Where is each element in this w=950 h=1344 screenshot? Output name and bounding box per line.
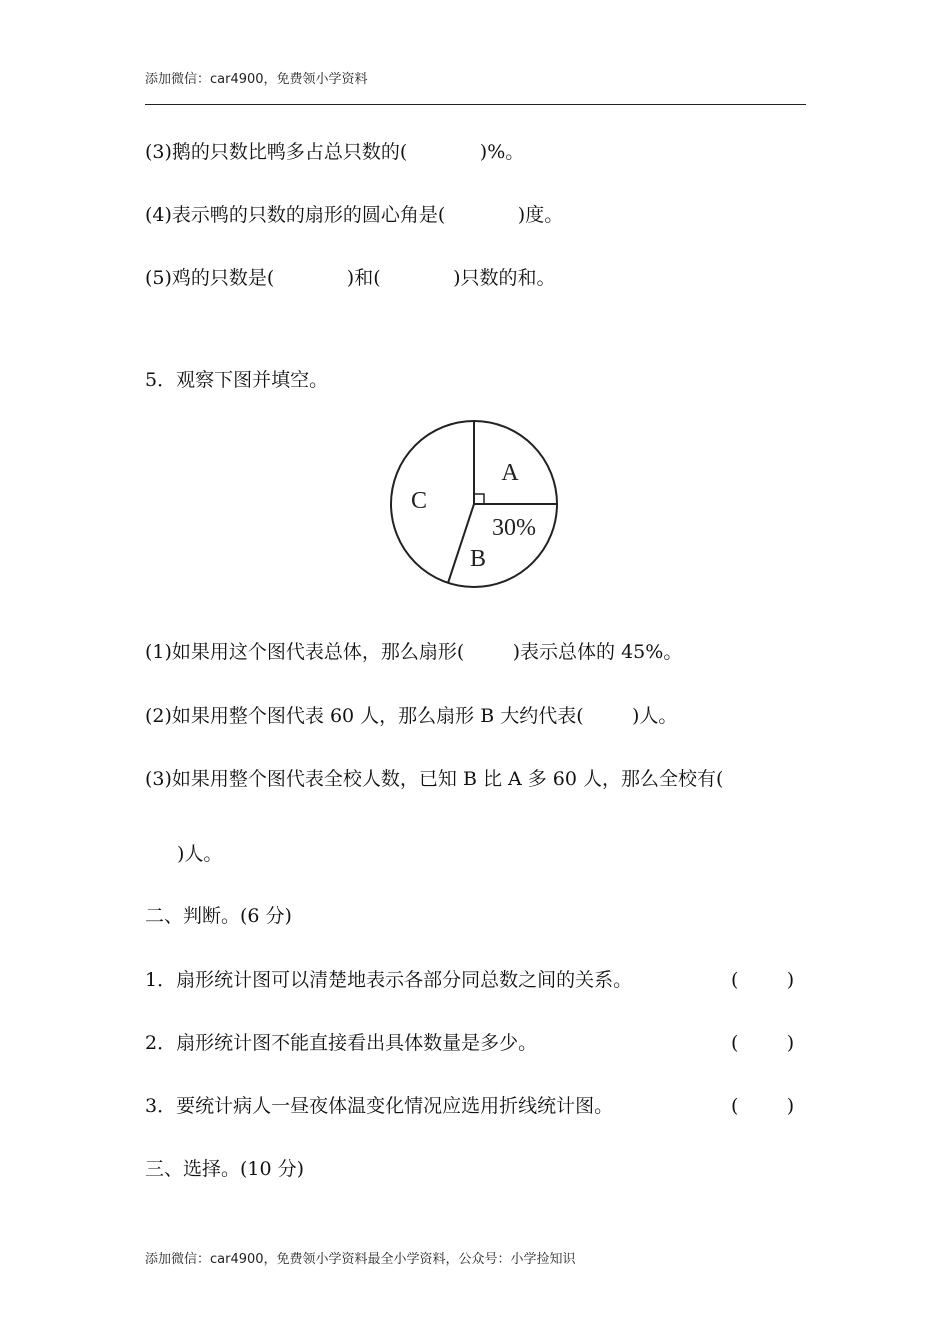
- q5-item-1: (1)如果用这个图代表总体，那么扇形( )表示总体的 45%。: [145, 641, 683, 663]
- section-3-title: 三、选择。(10 分): [145, 1158, 305, 1180]
- judgment-item-2: 2．扇形统计图不能直接看出具体数量是多少。: [145, 1032, 538, 1054]
- judgment-answer-2[interactable]: ( ): [731, 1032, 795, 1054]
- q5-title: 5．观察下图并填空。: [145, 369, 329, 391]
- q5-item-3-continuation: )人。: [177, 843, 223, 865]
- judgment-answer-3[interactable]: ( ): [731, 1095, 795, 1117]
- header-divider: [145, 104, 806, 105]
- judgment-item-1: 1．扇形统计图可以清楚地表示各部分同总数之间的关系。: [145, 969, 633, 991]
- q4-item-5: (5)鸡的只数是( )和( )只数的和。: [145, 267, 556, 289]
- pie-chart: [385, 420, 565, 592]
- page-footer: 添加微信：car4900，免费领小学资料最全小学资料，公众号：小学捡知识: [145, 1252, 576, 1267]
- slice-label-c: C: [410, 488, 428, 514]
- slice-percent-label: 30%: [492, 515, 536, 541]
- q4-item-4: (4)表示鸭的只数的扇形的圆心角是( )度。: [145, 204, 564, 226]
- slice-label-a: A: [501, 460, 519, 486]
- slice-label-b: B: [469, 546, 487, 572]
- judgment-answer-1[interactable]: ( ): [731, 969, 795, 991]
- q5-item-2: (2)如果用整个图代表 60 人，那么扇形 B 大约代表( )人。: [145, 705, 678, 727]
- q4-item-3: (3)鹅的只数比鸭多占总只数的( )%。: [145, 141, 525, 163]
- section-2-title: 二、判断。(6 分): [145, 905, 292, 927]
- judgment-item-3: 3．要统计病人一昼夜体温变化情况应选用折线统计图。: [145, 1095, 614, 1117]
- q5-item-3: (3)如果用整个图代表全校人数，已知 B 比 A 多 60 人，那么全校有(: [145, 768, 724, 790]
- page-header: 添加微信：car4900，免费领小学资料: [145, 72, 368, 87]
